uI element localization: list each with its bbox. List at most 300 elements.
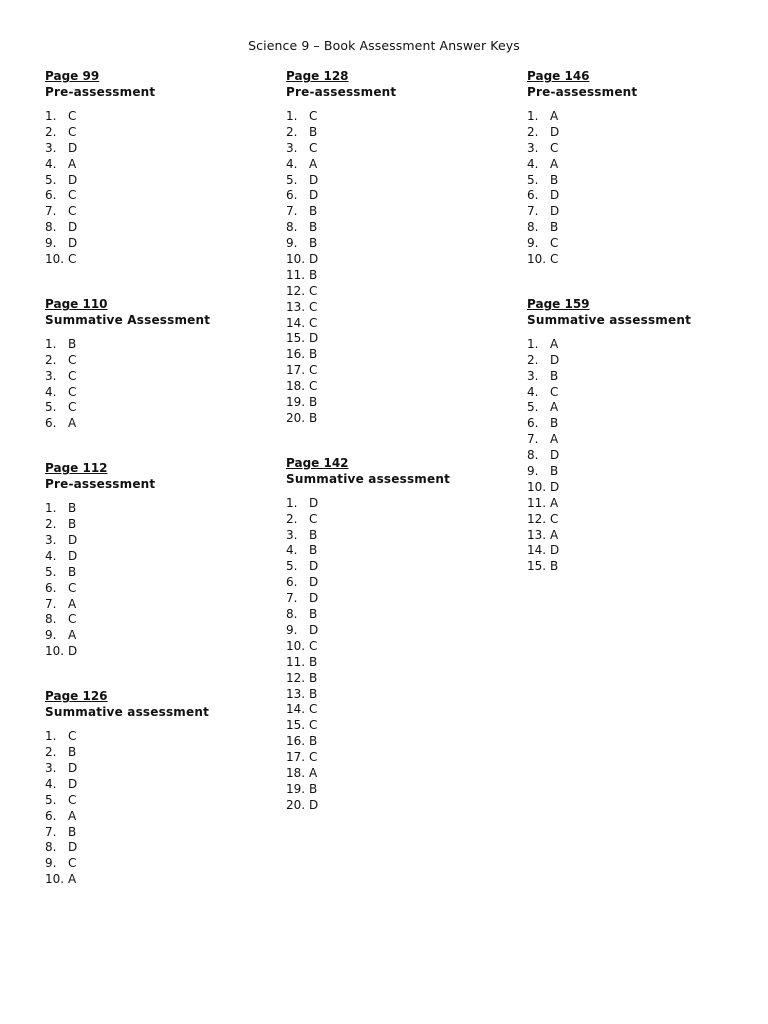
answer-number: 18. [286, 765, 306, 780]
answer-key-section [45, 688, 265, 888]
answer-item [286, 157, 506, 173]
answer-value: A [550, 432, 559, 447]
answer-value: C [68, 252, 77, 267]
answer-value: C [550, 236, 559, 251]
answer-number: 1. [45, 109, 57, 123]
answer-item [527, 512, 747, 528]
answer-item [45, 109, 265, 125]
answer-item [45, 220, 265, 236]
answer-number: 1. [286, 495, 298, 510]
answer-item [286, 379, 506, 395]
answer-item [286, 671, 506, 687]
answer-value: C [68, 384, 77, 399]
answer-number: 6. [45, 808, 57, 823]
answer-number: 6. [527, 188, 539, 203]
answer-key-section [527, 68, 747, 268]
answer-value: C [309, 718, 318, 733]
answer-value: B [309, 347, 318, 362]
answer-number: 10. [45, 644, 65, 659]
answer-item [527, 353, 747, 369]
answer-item [527, 204, 747, 220]
answer-number: 15. [286, 331, 306, 346]
answer-item [527, 157, 747, 173]
section-page-title: Page 126 [45, 689, 108, 704]
answer-number: 3. [286, 527, 298, 542]
answer-item [527, 369, 747, 385]
answer-number: 15. [286, 718, 306, 733]
answer-item [45, 825, 265, 841]
answer-item [527, 337, 747, 353]
answer-number: 6. [45, 416, 57, 431]
answer-value: B [309, 654, 318, 669]
answer-number: 5. [527, 172, 539, 187]
answer-value: D [309, 331, 319, 346]
answer-number: 1. [527, 109, 539, 123]
answer-item [286, 528, 506, 544]
answer-value: A [68, 628, 77, 643]
answer-key-section [45, 68, 265, 268]
answer-number: 8. [286, 607, 298, 622]
answer-value: C [68, 124, 77, 139]
answer-item [286, 512, 506, 528]
document-title: Science 9 – Book Assessment Answer Keys [248, 38, 520, 53]
answer-value: B [309, 124, 318, 139]
answer-item [45, 204, 265, 220]
section-assessment-type: Summative assessment [527, 312, 692, 327]
answer-value: A [550, 495, 559, 510]
answer-number: 19. [286, 781, 306, 796]
answer-item [527, 496, 747, 512]
answer-number: 12. [286, 670, 306, 685]
answer-item [45, 369, 265, 385]
answer-number: 20. [286, 410, 306, 425]
answer-item [45, 125, 265, 141]
answer-number: 2. [286, 124, 298, 139]
answer-value: B [68, 824, 77, 839]
answer-value: D [309, 559, 319, 574]
answer-number: 5. [45, 172, 57, 187]
answer-item [45, 416, 265, 432]
answer-number: 3. [527, 140, 539, 155]
answer-number: 10. [286, 638, 306, 653]
answer-item [45, 400, 265, 416]
answer-item [286, 125, 506, 141]
answer-value: D [68, 172, 78, 187]
answer-value: B [68, 501, 77, 516]
answer-list [45, 501, 265, 660]
answer-value: B [550, 416, 559, 431]
answer-number: 9. [45, 628, 57, 643]
answer-number: 4. [527, 384, 539, 399]
answer-number: 4. [45, 384, 57, 399]
section-page-title: Page 128 [286, 69, 349, 83]
answer-item [45, 157, 265, 173]
answer-item [45, 809, 265, 825]
answer-value: B [309, 607, 318, 622]
answer-item [45, 533, 265, 549]
answer-item [286, 268, 506, 284]
answer-list [45, 337, 265, 432]
answer-value: B [309, 734, 318, 749]
answer-item [45, 549, 265, 565]
answer-value: C [309, 109, 318, 123]
answer-item [286, 575, 506, 591]
answer-value: B [309, 543, 318, 558]
answer-value: C [68, 400, 77, 415]
answer-value: D [309, 622, 319, 637]
answer-item [45, 612, 265, 628]
answer-item [286, 591, 506, 607]
answer-value: D [309, 252, 319, 267]
answer-number: 14. [286, 702, 306, 717]
answer-item [527, 141, 747, 157]
answer-item [286, 543, 506, 559]
section-assessment-type: Pre-assessment [45, 477, 156, 492]
answer-value: C [309, 299, 318, 314]
section-assessment-type: Summative Assessment [45, 312, 211, 327]
answer-item [286, 316, 506, 332]
answer-number: 8. [286, 220, 298, 235]
answer-item [286, 252, 506, 268]
answer-number: 2. [286, 511, 298, 526]
answer-number: 9. [45, 236, 57, 251]
answer-column-2 [286, 68, 506, 842]
answer-number: 7. [45, 824, 57, 839]
answer-item [527, 109, 747, 125]
answer-value: B [309, 781, 318, 796]
answer-item [286, 782, 506, 798]
answer-number: 17. [286, 750, 306, 765]
answer-value: B [550, 559, 559, 574]
answer-value: D [309, 575, 319, 590]
answer-number: 7. [45, 596, 57, 611]
answer-number: 10. [45, 872, 65, 887]
answer-item [286, 655, 506, 671]
answer-value: D [550, 543, 560, 558]
answer-value: D [550, 124, 560, 139]
answer-number: 6. [45, 580, 57, 595]
answer-number: 7. [286, 591, 298, 606]
answer-number: 4. [527, 156, 539, 171]
answer-number: 2. [45, 517, 57, 532]
answer-value: C [550, 252, 559, 267]
answer-item [45, 517, 265, 533]
answer-item [286, 750, 506, 766]
answer-value: C [309, 750, 318, 765]
answer-value: D [309, 591, 319, 606]
answer-value: C [309, 363, 318, 378]
answer-number: 3. [286, 140, 298, 155]
answer-value: B [550, 464, 559, 479]
answer-number: 2. [45, 124, 57, 139]
answer-number: 5. [286, 172, 298, 187]
answer-item [45, 141, 265, 157]
answer-item [45, 840, 265, 856]
answer-value: D [68, 548, 78, 563]
answer-item [45, 385, 265, 401]
answer-value: B [309, 527, 318, 542]
answer-item [45, 745, 265, 761]
answer-value: C [68, 204, 77, 219]
answer-item [527, 220, 747, 236]
answer-value: C [309, 702, 318, 717]
answer-number: 6. [286, 188, 298, 203]
answer-number: 4. [286, 543, 298, 558]
answer-item [286, 496, 506, 512]
answer-value: D [68, 140, 78, 155]
answer-item [527, 559, 747, 575]
section-assessment-type: Pre-assessment [286, 85, 397, 99]
answer-value: B [550, 220, 559, 235]
answer-number: 3. [527, 368, 539, 383]
answer-number: 20. [286, 797, 306, 812]
answer-item [45, 793, 265, 809]
answer-number: 9. [286, 236, 298, 251]
answer-item [45, 581, 265, 597]
answer-value: A [68, 872, 77, 887]
answer-item [45, 644, 265, 660]
answer-value: A [550, 156, 559, 171]
answer-number: 1. [527, 336, 539, 351]
answer-number: 14. [527, 543, 547, 558]
answer-item [45, 236, 265, 252]
answer-key-section [45, 296, 265, 432]
answer-item [286, 798, 506, 814]
answer-value: C [68, 792, 77, 807]
answer-number: 14. [286, 315, 306, 330]
answer-item [527, 528, 747, 544]
answer-number: 10. [527, 479, 547, 494]
answer-key-section [286, 68, 506, 427]
answer-item [527, 125, 747, 141]
answer-number: 4. [45, 776, 57, 791]
answer-number: 8. [45, 840, 57, 855]
answer-value: B [68, 517, 77, 532]
answer-number: 2. [45, 745, 57, 760]
answer-number: 18. [286, 379, 306, 394]
answer-item [286, 734, 506, 750]
answer-item [286, 300, 506, 316]
answer-number: 13. [527, 527, 547, 542]
answer-item [45, 856, 265, 872]
answer-item [527, 464, 747, 480]
answer-value: B [68, 564, 77, 579]
answer-number: 11. [286, 267, 306, 282]
answer-number: 5. [45, 400, 57, 415]
answer-value: D [550, 448, 560, 463]
answer-number: 7. [527, 432, 539, 447]
answer-value: A [68, 156, 77, 171]
answer-number: 3. [45, 368, 57, 383]
answer-number: 19. [286, 395, 306, 410]
answer-value: B [309, 410, 318, 425]
answer-item [45, 872, 265, 888]
answer-item [286, 702, 506, 718]
answer-number: 8. [45, 220, 57, 235]
answer-number: 1. [45, 729, 57, 744]
answer-item [527, 236, 747, 252]
answer-item [286, 411, 506, 427]
answer-item [527, 400, 747, 416]
answer-number: 11. [527, 495, 547, 510]
answer-item [286, 687, 506, 703]
answer-value: C [309, 638, 318, 653]
answer-item [45, 353, 265, 369]
answer-value: B [68, 336, 77, 351]
answer-item [527, 416, 747, 432]
answer-list [45, 729, 265, 888]
answer-number: 7. [527, 204, 539, 219]
answer-item [527, 432, 747, 448]
answer-item [45, 628, 265, 644]
answer-number: 5. [527, 400, 539, 415]
section-assessment-type: Pre-assessment [45, 85, 156, 99]
answer-value: B [309, 204, 318, 219]
answer-number: 8. [45, 612, 57, 627]
answer-item [527, 252, 747, 268]
answer-item [286, 623, 506, 639]
answer-item [45, 565, 265, 581]
answer-value: D [309, 495, 319, 510]
answer-list [286, 109, 506, 427]
section-page-title: Page 112 [45, 461, 108, 476]
answer-value: B [68, 745, 77, 760]
answer-value: D [309, 172, 319, 187]
answer-number: 7. [45, 204, 57, 219]
answer-item [286, 204, 506, 220]
answer-number: 12. [527, 511, 547, 526]
answer-item [286, 639, 506, 655]
answer-number: 15. [527, 559, 547, 574]
answer-value: D [68, 533, 78, 548]
answer-key-section [286, 455, 506, 814]
answer-value: A [309, 765, 318, 780]
answer-value: C [68, 109, 77, 123]
answer-value: D [68, 840, 78, 855]
answer-number: 4. [286, 156, 298, 171]
answer-value: D [68, 236, 78, 251]
answer-value: C [309, 315, 318, 330]
answer-item [527, 385, 747, 401]
answer-item [286, 220, 506, 236]
answer-column-1 [45, 68, 265, 916]
answer-value: B [309, 670, 318, 685]
answer-number: 3. [45, 760, 57, 775]
answer-value: C [68, 612, 77, 627]
answer-value: D [550, 352, 560, 367]
answer-item [286, 109, 506, 125]
answer-number: 6. [527, 416, 539, 431]
answer-item [286, 141, 506, 157]
answer-value: A [550, 400, 559, 415]
answer-item [45, 777, 265, 793]
answer-value: D [68, 644, 78, 659]
answer-item [286, 363, 506, 379]
answer-value: C [68, 352, 77, 367]
answer-value: C [309, 379, 318, 394]
answer-value: C [550, 140, 559, 155]
answer-value: A [68, 416, 77, 431]
answer-value: C [68, 729, 77, 744]
answer-value: A [68, 808, 77, 823]
answer-value: C [550, 511, 559, 526]
answer-number: 6. [45, 188, 57, 203]
answer-item [286, 347, 506, 363]
answer-value: A [550, 109, 559, 123]
section-page-title: Page 142 [286, 455, 349, 470]
section-assessment-type: Summative assessment [286, 471, 451, 486]
answer-number: 9. [527, 236, 539, 251]
section-page-title: Page 99 [45, 69, 100, 83]
answer-number: 16. [286, 347, 306, 362]
answer-value: D [68, 220, 78, 235]
answer-value: C [309, 140, 318, 155]
answer-value: C [68, 856, 77, 871]
answer-value: C [309, 511, 318, 526]
answer-value: B [309, 686, 318, 701]
answer-number: 10. [45, 252, 65, 267]
answer-item [45, 252, 265, 268]
answer-number: 2. [527, 352, 539, 367]
answer-item [527, 188, 747, 204]
answer-number: 13. [286, 299, 306, 314]
answer-item [286, 173, 506, 189]
answer-value: C [550, 384, 559, 399]
answer-number: 2. [45, 352, 57, 367]
answer-item [286, 395, 506, 411]
answer-value: B [309, 220, 318, 235]
answer-list [45, 109, 265, 268]
answer-item [527, 480, 747, 496]
answer-item [45, 188, 265, 204]
answer-number: 7. [286, 204, 298, 219]
answer-item [45, 597, 265, 613]
answer-number: 10. [527, 252, 547, 267]
answer-list [527, 109, 747, 268]
answer-item [527, 173, 747, 189]
answer-value: D [550, 479, 560, 494]
answer-list [527, 337, 747, 575]
answer-value: C [68, 580, 77, 595]
answer-number: 11. [286, 654, 306, 669]
answer-value: D [68, 760, 78, 775]
answer-number: 3. [45, 533, 57, 548]
answer-number: 5. [286, 559, 298, 574]
answer-value: C [68, 368, 77, 383]
answer-value: D [309, 797, 319, 812]
answer-item [286, 188, 506, 204]
answer-item [286, 607, 506, 623]
answer-number: 13. [286, 686, 306, 701]
answer-value: D [68, 776, 78, 791]
answer-value: B [309, 236, 318, 251]
answer-number: 10. [286, 252, 306, 267]
answer-number: 1. [45, 501, 57, 516]
answer-value: D [550, 188, 560, 203]
answer-item [527, 448, 747, 464]
answer-value: D [309, 188, 319, 203]
answer-column-3 [527, 68, 747, 603]
answer-value: C [68, 188, 77, 203]
section-assessment-type: Summative assessment [45, 705, 210, 720]
answer-item [286, 766, 506, 782]
answer-number: 9. [527, 464, 539, 479]
answer-item [45, 173, 265, 189]
answer-number: 1. [286, 109, 298, 123]
answer-value: B [309, 267, 318, 282]
answer-item [286, 718, 506, 734]
answer-number: 8. [527, 448, 539, 463]
